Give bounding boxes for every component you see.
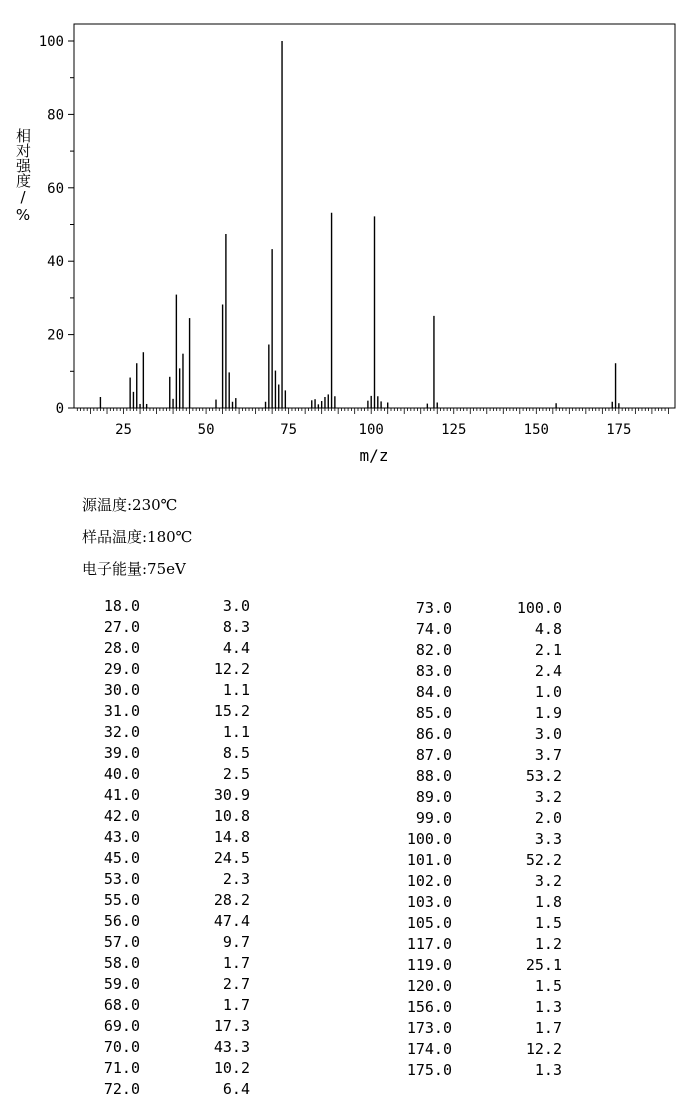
- peak-mz: 31.0: [103, 702, 140, 720]
- peak-table-row: [78, 911, 250, 932]
- peak-table-row: [390, 598, 562, 619]
- peak-table-row: [390, 703, 562, 724]
- y-tick-label: 80: [47, 107, 64, 124]
- peak-table-row: [78, 953, 250, 974]
- peak-abundance: 14.8: [213, 828, 250, 846]
- peak-table-row: [390, 661, 562, 682]
- peak-mz: 59.0: [103, 975, 140, 993]
- peak-abundance: 28.2: [213, 891, 250, 909]
- peak-mz: 30.0: [103, 681, 140, 699]
- peak-mz: 86.0: [415, 725, 452, 743]
- peak-table-row: [390, 871, 562, 892]
- peak-abundance: 2.4: [534, 662, 562, 680]
- peak-mz: 69.0: [103, 1017, 140, 1035]
- peak-mz: 87.0: [415, 746, 452, 764]
- peak-table-row: [390, 976, 562, 997]
- peak-mz: 29.0: [103, 660, 140, 678]
- peak-abundance: 3.0: [534, 725, 562, 743]
- peak-mz: 68.0: [103, 996, 140, 1014]
- peak-abundance: 17.3: [213, 1017, 250, 1035]
- y-axis-label-container: [14, 128, 36, 224]
- peak-abundance: 52.2: [525, 851, 562, 869]
- peak-table-row: [78, 974, 250, 995]
- peak-abundance: 1.7: [534, 1019, 562, 1037]
- peak-abundance: 1.5: [534, 914, 562, 932]
- peak-abundance: 8.3: [222, 618, 250, 636]
- peak-mz: 100.0: [406, 830, 452, 848]
- peak-table-row: [78, 785, 250, 806]
- peak-table-row: [390, 682, 562, 703]
- y-axis-label: 相对强度/%: [14, 128, 32, 224]
- peak-table-row: [78, 1079, 250, 1100]
- peak-abundance: 47.4: [213, 912, 250, 930]
- peak-abundance: 12.2: [525, 1040, 562, 1058]
- peak-mz: 41.0: [103, 786, 140, 804]
- y-tick-label: 100: [38, 34, 64, 50]
- peak-table-row: [78, 701, 250, 722]
- y-axis-ticks: [39, 34, 74, 417]
- peak-mz: 105.0: [406, 914, 452, 932]
- spectrum-peaks: [100, 41, 618, 408]
- peak-table-row: [78, 659, 250, 680]
- peak-abundance: 1.2: [534, 935, 562, 953]
- peak-mz: 174.0: [406, 1040, 452, 1058]
- x-tick-label: 100: [358, 422, 384, 438]
- peak-table-row: [390, 913, 562, 934]
- peak-table-row: [390, 1060, 562, 1081]
- peak-mz: 88.0: [415, 767, 452, 785]
- peak-abundance: 53.2: [525, 767, 562, 785]
- peak-table-row: [78, 1037, 250, 1058]
- peak-table-row: [78, 617, 250, 638]
- peak-abundance: 3.2: [534, 788, 562, 806]
- peak-abundance: 1.5: [534, 977, 562, 995]
- peak-mz: 32.0: [103, 723, 140, 741]
- peak-table-row: [78, 596, 250, 617]
- peak-abundance: 1.1: [222, 681, 250, 699]
- peak-abundance: 1.3: [534, 998, 562, 1016]
- peak-mz: 53.0: [103, 870, 140, 888]
- x-tick-label: 175: [606, 422, 632, 438]
- y-tick-label: 0: [55, 401, 64, 417]
- peak-table-row: [78, 764, 250, 785]
- peak-mz: 56.0: [103, 912, 140, 930]
- peak-abundance: 1.8: [534, 893, 562, 911]
- peak-mz: 71.0: [103, 1059, 140, 1077]
- peak-abundance: 1.9: [534, 704, 562, 722]
- peak-mz: 84.0: [415, 683, 452, 701]
- peak-abundance: 43.3: [213, 1038, 250, 1056]
- peak-abundance: 2.1: [534, 641, 562, 659]
- peak-mz: 27.0: [103, 618, 140, 636]
- peak-mz: 117.0: [406, 935, 452, 953]
- x-tick-label: 75: [280, 422, 298, 438]
- peak-mz: 101.0: [406, 851, 452, 869]
- peak-mz: 173.0: [406, 1019, 452, 1037]
- peak-table-row: [390, 1039, 562, 1060]
- peak-table-row: [390, 934, 562, 955]
- peak-mz: 102.0: [406, 872, 452, 890]
- peak-table-row: [78, 848, 250, 869]
- peak-table-row: [390, 892, 562, 913]
- peak-abundance: 6.4: [222, 1080, 250, 1098]
- peak-table-row: [390, 745, 562, 766]
- peak-table-row: [390, 619, 562, 640]
- peak-abundance: 25.1: [525, 956, 562, 974]
- peak-table-row: [390, 997, 562, 1018]
- y-tick-label: 60: [47, 180, 64, 197]
- peak-abundance: 3.7: [534, 746, 562, 764]
- peak-abundance: 4.4: [222, 639, 250, 657]
- peak-table-row: [78, 827, 250, 848]
- peak-table-row: [78, 890, 250, 911]
- peak-mz: 57.0: [103, 933, 140, 951]
- peak-abundance: 3.3: [534, 830, 562, 848]
- mass-spectrum-chart: [0, 0, 687, 480]
- peak-table-row: [78, 1016, 250, 1037]
- peak-abundance: 10.8: [213, 807, 250, 825]
- peak-table-row: [390, 808, 562, 829]
- peak-table-row: [390, 766, 562, 787]
- peak-table-row: [78, 869, 250, 890]
- x-axis-label: m/z: [359, 446, 389, 465]
- peak-table-row: [390, 955, 562, 976]
- peak-mz: 72.0: [103, 1080, 140, 1098]
- peak-abundance: 4.8: [534, 620, 562, 638]
- peak-abundance: 30.9: [213, 786, 250, 804]
- peak-abundance: 1.1: [222, 723, 250, 741]
- x-tick-label: 50: [197, 422, 215, 438]
- peak-mz: 43.0: [103, 828, 140, 846]
- peak-abundance: 15.2: [213, 702, 250, 720]
- peak-mz: 85.0: [415, 704, 452, 722]
- peak-abundance: 10.2: [213, 1059, 250, 1077]
- peak-mz: 120.0: [406, 977, 452, 995]
- electron-energy: 电子能量:75eV: [82, 560, 186, 578]
- peak-mz: 103.0: [406, 893, 452, 911]
- peak-mz: 45.0: [103, 849, 140, 867]
- peak-abundance: 3.2: [534, 872, 562, 890]
- peak-table-row: [78, 1058, 250, 1079]
- peak-table-row: [78, 638, 250, 659]
- peak-mz: 156.0: [406, 998, 452, 1016]
- x-axis-ticks: [77, 408, 668, 438]
- peak-table-row: [78, 680, 250, 701]
- peak-table-right: [390, 598, 562, 1081]
- peak-mz: 83.0: [415, 662, 452, 680]
- y-tick-label: 40: [47, 254, 64, 271]
- peak-abundance: 2.3: [222, 870, 250, 888]
- peak-abundance: 2.7: [222, 975, 250, 993]
- peak-mz: 99.0: [415, 809, 452, 827]
- peak-abundance: 1.7: [222, 954, 250, 972]
- peak-mz: 55.0: [103, 891, 140, 909]
- peak-table-row: [390, 724, 562, 745]
- x-tick-label: 150: [523, 422, 549, 438]
- peak-table-row: [78, 806, 250, 827]
- peak-mz: 89.0: [415, 788, 452, 806]
- peak-mz: 73.0: [415, 599, 452, 617]
- peak-table-row: [390, 850, 562, 871]
- peak-abundance: 1.3: [534, 1061, 562, 1079]
- peak-table-row: [390, 1018, 562, 1039]
- peak-table-row: [390, 787, 562, 808]
- peak-abundance: 24.5: [213, 849, 250, 867]
- peak-abundance: 100.0: [516, 599, 562, 617]
- peak-table-row: [78, 932, 250, 953]
- instrument-conditions: [82, 494, 192, 590]
- peak-mz: 82.0: [415, 641, 452, 659]
- peak-abundance: 2.0: [534, 809, 562, 827]
- sample-temperature: 样品温度:180℃: [82, 528, 193, 546]
- peak-mz: 39.0: [103, 744, 140, 762]
- peak-mz: 18.0: [103, 597, 140, 615]
- peak-mz: 175.0: [406, 1061, 452, 1079]
- peak-mz: 70.0: [103, 1038, 140, 1056]
- peak-abundance: 1.7: [222, 996, 250, 1014]
- source-temperature: 源温度:230℃: [82, 496, 178, 514]
- peak-table-row: [78, 743, 250, 764]
- peak-mz: 119.0: [406, 956, 452, 974]
- y-tick-label: 20: [47, 327, 64, 344]
- peak-abundance: 9.7: [222, 933, 250, 951]
- peak-table-row: [390, 829, 562, 850]
- x-tick-label: 25: [115, 422, 132, 438]
- peak-table-row: [390, 640, 562, 661]
- peak-abundance: 2.5: [222, 765, 250, 783]
- peak-mz: 28.0: [103, 639, 140, 657]
- peak-abundance: 1.0: [534, 683, 562, 701]
- peak-mz: 42.0: [103, 807, 140, 825]
- peak-abundance: 8.5: [222, 744, 250, 762]
- peak-table-left: [78, 596, 250, 1100]
- peak-mz: 74.0: [415, 620, 452, 638]
- peak-abundance: 12.2: [213, 660, 250, 678]
- peak-table-row: [78, 722, 250, 743]
- peak-abundance: 3.0: [222, 597, 250, 615]
- peak-mz: 58.0: [103, 954, 140, 972]
- peak-mz: 40.0: [103, 765, 140, 783]
- peak-table-row: [78, 995, 250, 1016]
- x-tick-label: 125: [441, 422, 467, 438]
